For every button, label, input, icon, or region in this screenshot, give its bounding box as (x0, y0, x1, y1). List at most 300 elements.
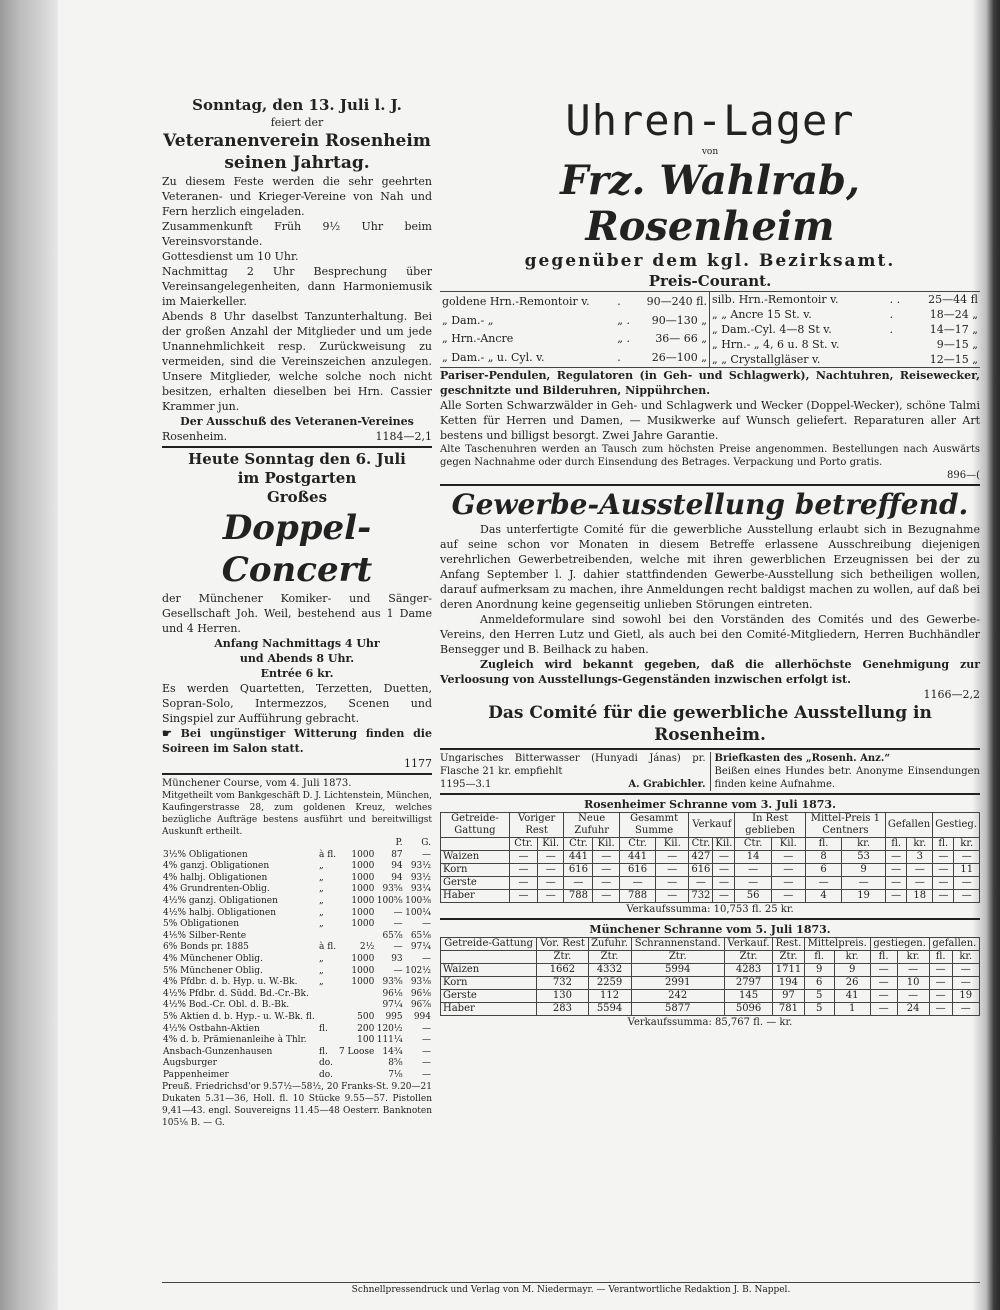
column-header: In Rest geblieben (735, 813, 805, 838)
table-cell: 145 (724, 990, 772, 1003)
kurse-footnote: Preuß. Friedrichsd'or 9.57½—58½, 20 Franks-St. 9.20—21 Dukaten 5.31—36, Holl. fl. 10 Stücke 9.55—57. Pistollen 9,41—43. engl. Souvereigns 11.45—48 Oesterr. Banknoten 105⅛ B. — G. (162, 1082, 432, 1129)
veteran-body-1: Zu diesem Feste werden die sehr geehrten Veteranen- und Krieger-Vereine von Nah und Fern herzlich eingeladen. (162, 175, 432, 218)
table-cell: 1000 (351, 965, 375, 976)
table-cell: „ (319, 965, 324, 976)
table-cell: — (870, 990, 897, 1003)
column-header: Gesammt Summe (619, 813, 688, 838)
unit-cell: Kil. (538, 838, 564, 851)
small-ads-row (440, 752, 980, 791)
column-header: gefallen. (929, 938, 979, 951)
veteran-ref: 1184—2,1 (375, 430, 432, 443)
rosenheim-schranne-table (440, 812, 980, 903)
table-cell: 6 (804, 977, 834, 990)
veteran-celebrates: feiert der (270, 116, 324, 129)
table-cell: à fl. (319, 849, 337, 860)
table-cell: — (713, 851, 735, 864)
table-cell: 1000 (351, 907, 375, 918)
table-cell: — (933, 851, 954, 864)
table-cell: — (952, 977, 979, 990)
unit-cell: kr. (897, 951, 929, 964)
column-header: Gefallen (885, 813, 932, 838)
table-cell: — (538, 877, 564, 890)
table-cell: 781 (773, 1003, 805, 1016)
table-cell: 1000 (351, 872, 375, 883)
table-cell: — (885, 877, 907, 890)
table-row (162, 977, 432, 989)
column-header: Vor. Rest (537, 938, 588, 951)
table-cell: „ (319, 884, 324, 895)
table-cell: — (656, 851, 689, 864)
price-cell: . (617, 351, 621, 365)
table-row (162, 919, 432, 931)
table-cell: 194 (773, 977, 805, 990)
table-cell: 732 (537, 977, 588, 990)
price-cell: 26—100 „ (651, 351, 707, 365)
unit-cell: fl. (804, 951, 834, 964)
table-cell: — (593, 890, 620, 903)
table-cell: 616 (564, 864, 593, 877)
uhren-ad (440, 96, 980, 482)
table-cell: 4 (805, 890, 841, 903)
uhren-body-3: Alte Taschenuhren werden an Tausch zum höchsten Preise angenommen. Bestellungen nach Auswärts gegen Nachnahme oder durch Einsendung des Betrages. Verpackung und Porto gratis. (440, 444, 980, 468)
table-cell: — (805, 877, 841, 890)
unit-cell: fl. (870, 951, 897, 964)
table-cell: 4283 (724, 964, 772, 977)
table-cell: — (929, 990, 952, 1003)
table-cell: „ (319, 895, 324, 906)
book-spine (0, 0, 58, 1310)
unit-cell (441, 838, 510, 851)
table-cell: Ansbach-Gunzenhausen (163, 1046, 273, 1057)
table-cell: — (564, 877, 593, 890)
table-cell: 9 (804, 964, 834, 977)
table-cell: 6% Bonds pr. 1885 (163, 942, 249, 953)
table-cell: do. (319, 1069, 333, 1080)
table-cell: — (771, 864, 805, 877)
table-cell: 100⅜ (405, 895, 431, 906)
table-cell: — (897, 990, 929, 1003)
divider (162, 446, 432, 448)
table-row (441, 890, 980, 903)
table-cell: — (619, 877, 655, 890)
table-cell: 5877 (631, 1003, 724, 1016)
table-cell: 1000 (351, 861, 375, 872)
unit-cell: kr. (834, 951, 870, 964)
gewerbe-ad (440, 488, 980, 746)
table-cell: Waizen (441, 851, 510, 864)
table-cell: 732 (689, 890, 713, 903)
table-cell: — (509, 890, 537, 903)
table-cell: 11 (954, 864, 980, 877)
table-cell: 1000 (351, 977, 375, 988)
table-cell: — (954, 890, 980, 903)
table-row (441, 851, 980, 864)
divider (440, 484, 980, 486)
bitter-ref: 1195—3.1 (440, 779, 492, 790)
table-cell: 19 (952, 990, 979, 1003)
table-cell: — (870, 977, 897, 990)
table-cell: — (422, 1035, 431, 1046)
table-cell (318, 1035, 337, 1047)
unit-cell: kr. (842, 838, 886, 851)
unit-cell: Ctr. (509, 838, 537, 851)
table-cell: 14¾ (382, 1046, 403, 1057)
veteran-body-3: Gottesdienst um 10 Uhr. (162, 250, 299, 263)
table-cell: fl. (319, 1023, 328, 1034)
gewerbe-body-3: Zugleich wird bekannt gegeben, daß die allerhöchste Genehmigung zur Verloosung von Ausstellungs-Gegenständen inzwischen erfolgt ist. (440, 658, 980, 686)
table-cell: 2991 (631, 977, 724, 990)
table-cell: 96⅛ (410, 988, 431, 999)
table-cell: 56 (735, 890, 771, 903)
table-row (162, 1058, 432, 1070)
price-cell (888, 337, 908, 352)
table-cell: 93⅛ (410, 977, 431, 988)
table-cell: — (907, 877, 933, 890)
concert-ref: 1177 (404, 757, 432, 770)
table-cell: „ (319, 872, 324, 883)
concert-ad (162, 450, 432, 771)
table-cell: Augsburger (163, 1058, 217, 1069)
veteran-place: Rosenheim. (162, 430, 228, 443)
table-row (162, 896, 432, 908)
table-cell: 8⅝ (388, 1058, 403, 1069)
veteran-body-2: Zusammenkunft Früh 9½ Uhr beim Vereinsvorstande. (162, 220, 432, 248)
table-cell: 7 Loose (338, 1046, 375, 1057)
uhren-title: Uhren-Lager (565, 96, 855, 145)
kurse-col-p: P. (395, 838, 403, 848)
table-cell: 5 (804, 1003, 834, 1016)
price-cell: goldene Hrn.-Remontoir v. (442, 294, 590, 308)
table-cell: 93 (391, 953, 403, 964)
table-cell: 441 (619, 851, 655, 864)
table-cell: „ (319, 907, 324, 918)
table-cell: 93½ (410, 872, 431, 883)
price-cell: 9—15 „ (936, 338, 978, 351)
table-cell: „ (319, 977, 324, 988)
briefkasten (711, 752, 981, 791)
table-cell: 200 (357, 1023, 375, 1034)
table-cell: 441 (564, 851, 593, 864)
divider (440, 793, 980, 795)
price-cell: „ . (617, 332, 630, 346)
table-row (162, 954, 432, 966)
unit-cell: Ctr. (689, 838, 713, 851)
table-cell: 4⅕% Silber-Rente (163, 930, 247, 941)
table-cell: 100¼ (405, 907, 431, 918)
table-cell: — (509, 864, 537, 877)
price-cell: „ Dam.- „ u. Cyl. v. (442, 351, 545, 365)
veteran-signature: Der Ausschuß des Veteranen-Vereines (180, 415, 414, 428)
table-cell: 97¼ (410, 942, 431, 953)
table-cell: 994 (413, 1011, 431, 1022)
footer-rule (162, 1282, 980, 1283)
table-cell: 5% Aktien d. b. Hyp.- u. W.-Bk. fl. (163, 1011, 315, 1022)
table-cell: — (713, 890, 735, 903)
price-row (440, 348, 710, 367)
table-cell: — (422, 1069, 431, 1080)
table-cell: 100⅝ (376, 895, 403, 906)
table-cell: „ (319, 919, 324, 930)
table-cell: 1000 (351, 919, 375, 930)
unit-cell: Kil. (713, 838, 735, 851)
gewerbe-signature: Das Comité für die gewerbliche Ausstellung in Rosenheim. (488, 703, 932, 745)
table-cell: 14 (735, 851, 771, 864)
table-row (441, 990, 980, 1003)
unit-cell: Ztr. (724, 951, 772, 964)
kurse-intro: Mitgetheilt vom Bankgeschäft D. J. Lichtenstein, München, Kaufingerstrasse 28, zum goldenen Kreuz, welches bezügliche Aufträge bestens ausführt und bereitwilligst Auskunft ertheilt. (162, 791, 432, 837)
column-header: Getreide-Gattung (441, 938, 537, 951)
kurse-header-row (162, 838, 432, 850)
table-row (162, 850, 432, 862)
table-cell: 2½ (359, 942, 375, 953)
table-cell: 7⅛ (388, 1069, 403, 1080)
table-row (441, 977, 980, 990)
table-cell: 5 (804, 990, 834, 1003)
unit-cell: kr. (907, 838, 933, 851)
table-cell: 93¼ (410, 884, 431, 895)
table-row (162, 1024, 432, 1036)
price-cell: „ Dam.-Cyl. 4—8 St v. (712, 323, 832, 336)
table-cell: — (885, 864, 907, 877)
unit-cell: Kil. (656, 838, 689, 851)
table-cell: 4332 (588, 964, 631, 977)
table-cell: 995 (385, 1011, 403, 1022)
price-cell: . (889, 308, 894, 321)
table-cell: 97¼ (382, 1000, 403, 1011)
table-cell: — (885, 890, 907, 903)
table-cell: 3 (907, 851, 933, 864)
uhren-ref: 896—( (947, 470, 980, 481)
concert-line-3: Großes (266, 488, 328, 506)
uhren-address: gegenüber dem kgl. Bezirksamt. (524, 251, 896, 271)
table-cell: — (771, 890, 805, 903)
table-cell: — (422, 849, 431, 860)
table-cell: 788 (564, 890, 593, 903)
table-cell: — (933, 864, 954, 877)
table-row (162, 884, 432, 896)
table-cell: — (689, 877, 713, 890)
table-cell: 130 (537, 990, 588, 1003)
unit-cell: kr. (954, 838, 980, 851)
table-cell: do. (319, 1058, 333, 1069)
veteran-body-5: Abends 8 Uhr daselbst Tanzunterhaltung. Bei der großen Anzahl der Mitglieder und um jede Unannehmlichkeit resp. Zurückweisung zu vermeiden, sind die Vereinszeichen anzulegen. Unsere Mitglieder, welche solche noch nicht besitzen, erhalten dieselben bei Hrn. Cassier Krammer jun. (162, 310, 432, 413)
table-cell: — (735, 864, 771, 877)
table-row (162, 1070, 432, 1082)
silver-price-table (710, 292, 980, 367)
price-cell: 90—240 fl. (646, 294, 707, 308)
table-cell: 1000 (351, 884, 375, 895)
unit-cell: Kil. (771, 838, 805, 851)
table-cell: Haber (441, 1003, 537, 1016)
gold-price-table (440, 292, 710, 367)
table-cell: — (842, 877, 886, 890)
gewerbe-ref: 1166—2,2 (923, 688, 980, 701)
table-row (162, 942, 432, 954)
table-cell: 96⅛ (382, 988, 403, 999)
price-cell: „ „ Crystallgläser v. (712, 353, 821, 366)
bitterwasser-ad (440, 752, 711, 791)
table-row (162, 873, 432, 885)
table-cell: 96⅞ (410, 1000, 431, 1011)
table-cell: 427 (689, 851, 713, 864)
table-cell: 4½% Bod.-Cr. Obl. d. B.-Bk. (163, 1000, 290, 1011)
veteran-ad (162, 96, 432, 444)
price-row (710, 337, 980, 352)
column-header: Getreide-Gattung (441, 813, 510, 838)
brief-text: Beißen eines Hundes betr. Anonyme Einsendungen finden keine Aufnahme. (714, 766, 980, 790)
table-cell: 53 (842, 851, 886, 864)
column-header: Verkauf. (724, 938, 772, 951)
table-cell: — (929, 964, 952, 977)
table-row (162, 966, 432, 978)
pointing-hand-icon: ☛ (162, 727, 181, 740)
price-row (440, 311, 710, 330)
table-cell: 100 (357, 1035, 375, 1046)
column-header: Mittel-Preis 1 Centners (805, 813, 885, 838)
table-row (162, 1012, 432, 1024)
table-cell: Korn (441, 977, 537, 990)
table-cell: 111¼ (376, 1035, 403, 1046)
veteran-name: Veteranenverein Rosenheim (163, 131, 431, 151)
veteran-body-4: Nachmittag 2 Uhr Besprechung über Vereinsangelegenheiten, dann Harmoniemusik im Maierkeller. (162, 265, 432, 308)
table-cell: 87 (391, 849, 403, 860)
munich-schranne-table (440, 937, 980, 1016)
price-cell: 90—130 „ (651, 313, 707, 327)
table-cell: Gerste (441, 877, 510, 890)
table-row (441, 877, 980, 890)
table-cell: — (885, 851, 907, 864)
price-cell: 12—15 „ (929, 353, 978, 366)
table-cell: 788 (619, 890, 655, 903)
uhren-body-1: Pariser-Pendulen, Regulatoren (in Geh- und Schlagwerk), Nachtuhren, Reisewecker, geschnitzte und Bilderuhren, Nippührchen. (440, 369, 980, 397)
munich-schranne-total: Verkaufssumma: 85,767 fl. — kr. (627, 1017, 793, 1028)
divider (440, 918, 980, 920)
unit-cell: Ztr. (588, 951, 631, 964)
table-cell: — (907, 864, 933, 877)
price-row (710, 307, 980, 322)
table-cell: 2259 (588, 977, 631, 990)
table-cell: 1711 (773, 964, 805, 977)
table-cell: 4½% halbj. Obligationen (163, 907, 277, 918)
uhren-firm: Frz. Wahlrab, Rosenheim (560, 157, 860, 250)
kurse-col-g: G. (421, 838, 431, 848)
table-cell: 1000 (351, 953, 375, 964)
right-column (440, 96, 980, 1029)
table-cell: — (954, 851, 980, 864)
veteran-event: seinen Jahrtag. (224, 153, 370, 173)
table-cell: — (422, 1046, 431, 1057)
price-cell: 36— 66 „ (655, 332, 707, 346)
table-cell: 616 (689, 864, 713, 877)
price-cell (888, 352, 908, 367)
table-cell: — (954, 877, 980, 890)
price-cell: 25—44 fl (928, 293, 978, 306)
table-cell: 65⅛ (410, 930, 431, 941)
gewerbe-body-1: Das unterfertigte Comité für die gewerbliche Ausstellung erlaubt sich in Bezugnahme auf seine schon vor Monaten in diesem Betreffe erlassene Ausschreibung diejenigen verehrlichen Gewerbetreibenden, welche mit ihren gewerblichen Erzeugnissen bei der zu Anfang September l. J. dahier stattfindenden Gewerbe-Ausstellung sich betheiligen wollen, darauf aufmerksam zu machen, ihre Anmeldungen recht baldigst machen zu wollen, auf daß bei deren Anordnung keine gegenseitig unlieben Störungen eintreten. (440, 523, 980, 611)
price-row (440, 330, 710, 349)
unit-cell: fl. (885, 838, 907, 851)
price-row (440, 292, 710, 311)
table-cell (318, 989, 337, 1001)
brief-title: Briefkasten des „Rosenh. Anz.“ (714, 753, 891, 764)
table-cell: Haber (441, 890, 510, 903)
table-cell: — (929, 1003, 952, 1016)
price-cell: 18—24 „ (929, 308, 978, 321)
concert-line-1: Heute Sonntag den 6. Juli (188, 450, 406, 468)
munich-schranne-title: Münchener Schranne vom 5. Juli 1873. (589, 923, 831, 936)
table-cell: 112 (588, 990, 631, 1003)
kurse-title: Münchener Course, vom 4. Juli 1873. (162, 778, 352, 789)
table-cell: — (656, 877, 689, 890)
table-cell: 4½% ganzj. Obligationen (163, 895, 278, 906)
table-row (162, 908, 432, 920)
unit-cell: Ctr. (619, 838, 655, 851)
price-cell: „ „ Ancre 15 St. v. (712, 308, 812, 321)
column-header: Gestieg. (933, 813, 980, 838)
uhren-courant: Preis-Courant. (648, 272, 772, 290)
price-cell: „ Hrn.- „ 4, 6 u. 8 St. v. (712, 338, 840, 351)
table-cell: 9 (842, 864, 886, 877)
table-cell: — (929, 977, 952, 990)
price-cell: „ Dam.- „ (442, 313, 494, 327)
table-row (162, 1000, 432, 1012)
table-cell: 4% Grundrenten-Oblig. (163, 884, 270, 895)
table-cell: 19 (842, 890, 886, 903)
column-header: Mittelpreis. (804, 938, 870, 951)
table-cell (337, 931, 375, 943)
table-cell: — (870, 1003, 897, 1016)
kurse-section (162, 777, 432, 1129)
kurse-table (162, 838, 432, 1081)
unit-cell: Kil. (593, 838, 620, 851)
table-cell: — (422, 919, 431, 930)
gewerbe-title: Gewerbe-Ausstellung betreffend. (451, 488, 969, 521)
unit-cell: Ztr. (537, 951, 588, 964)
price-cell: 14—17 „ (929, 323, 978, 336)
table-cell: 9 (834, 964, 870, 977)
table-cell: 24 (897, 1003, 929, 1016)
price-cell: . . (889, 293, 901, 306)
table-cell (337, 1070, 375, 1082)
table-cell: 18 (907, 890, 933, 903)
table-cell: 97 (773, 990, 805, 1003)
table-cell (318, 931, 337, 943)
table-cell (337, 1058, 375, 1070)
table-cell: 41 (834, 990, 870, 1003)
table-cell: — (509, 877, 537, 890)
veteran-date: Sonntag, den 13. Juli l. J. (192, 96, 402, 114)
table-cell: 4% Münchener Oblig. (163, 953, 263, 964)
table-cell: 1 (834, 1003, 870, 1016)
table-cell: 4% halbj. Obligationen (163, 872, 268, 883)
table-row (441, 964, 980, 977)
concert-body-2: Es werden Quartetten, Terzetten, Duetten, Sopran-Solo, Intermezzos, Scenen und Singspiel zur Aufführung gebracht. (162, 682, 432, 725)
table-cell: 4½% Ostbahn-Aktien (163, 1023, 260, 1034)
column-header: gestiegen. (870, 938, 929, 951)
rosenheim-schranne-total: Verkaufssumma: 10,753 fl. 25 kr. (626, 904, 794, 915)
table-cell: — (593, 877, 620, 890)
table-cell: à fl. (319, 942, 337, 953)
table-cell: — (393, 942, 403, 953)
unit-cell: Ctr. (735, 838, 771, 851)
unit-cell (441, 951, 537, 964)
table-cell (318, 1012, 337, 1024)
bitter-text: Ungarisches Bitterwasser (Hunyadi Jánas) pr. Flasche 21 kr. empfiehlt (440, 753, 706, 777)
table-cell: — (656, 890, 689, 903)
rosenheim-schranne (440, 797, 980, 916)
table-cell: 1000 (351, 849, 375, 860)
table-cell: — (422, 1058, 431, 1069)
